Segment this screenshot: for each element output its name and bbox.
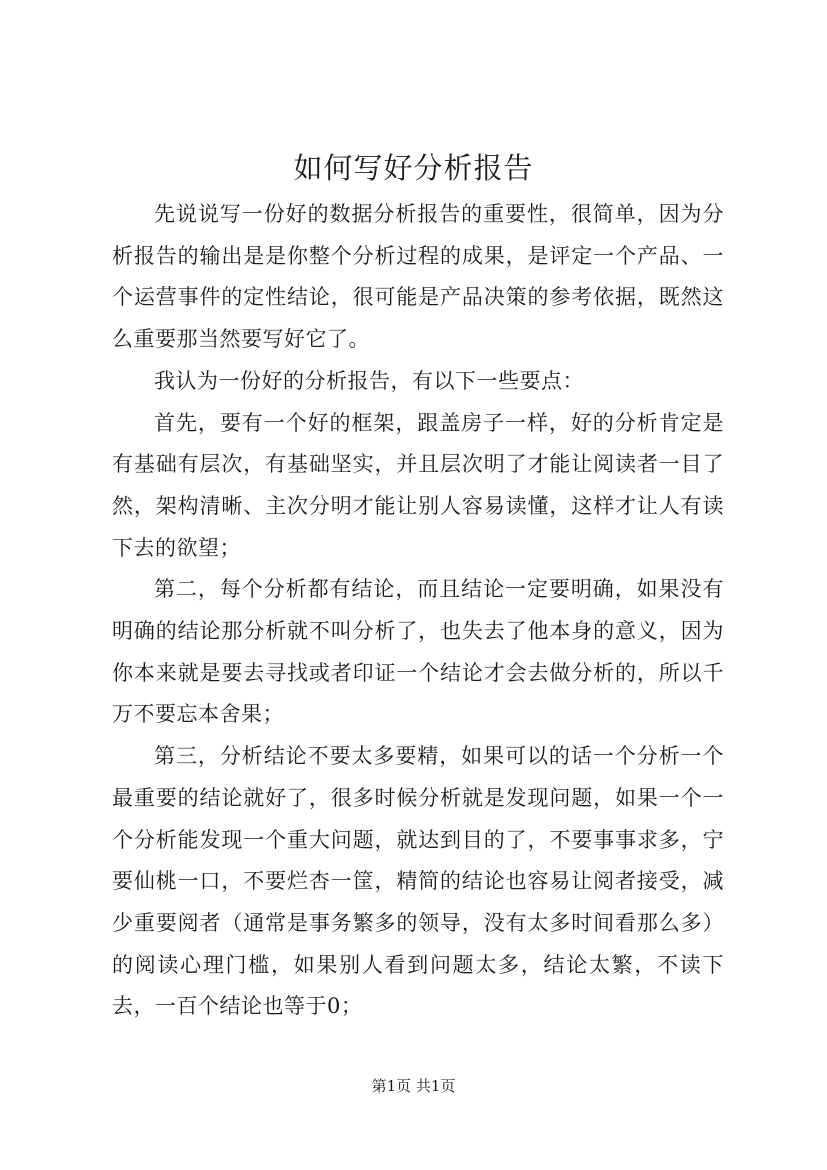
document-title: 如何写好分析报告 bbox=[293, 151, 534, 185]
paragraph-framework: 首先，要有一个好的框架，跟盖房子一样，好的分析肯定是有基础有层次，有基础坚实，并且层次明了才能让阅读者一目了然，架构清晰、主次分明才能让别人容易读懂，这样才让人有读下去的欲望； bbox=[112, 410, 724, 560]
page-footer: 第1页 共1页 bbox=[371, 1077, 456, 1095]
paragraph-key-points-intro: 我认为一份好的分析报告，有以下一些要点： bbox=[154, 368, 584, 393]
document-body bbox=[112, 194, 724, 1028]
paragraph-importance: 先说说写一份好的数据分析报告的重要性，很简单，因为分析报告的输出是是你整个分析过程的成果，是评定一个产品、一个运营事件的定性结论，很可能是产品决策的参考依据，既然这么重要那当然要写好它了。 bbox=[112, 202, 724, 352]
paragraph-concise-conclusions: 第三，分析结论不要太多要精，如果可以的话一个分析一个最重要的结论就好了，很多时候分析就是发现问题，如果一个一个分析能发现一个重大问题，就达到目的了，不要事事求多，宁要仙桃一口，不要烂杏一筐，精简的结论也容易让阅者接受，减少重要阅者（通常是事务繁多的领导，没有太多时间看那么多）的阅读心理门槛，如果别人看到问题太多，结论太繁，不读下去，一百个结论也等于0； bbox=[112, 744, 724, 1019]
paragraph-conclusion: 第二，每个分析都有结论，而且结论一定要明确，如果没有明确的结论那分析就不叫分析了，也失去了他本身的意义，因为你本来就是要去寻找或者印证一个结论才会去做分析的，所以千万不要忘本舍果； bbox=[112, 577, 724, 727]
